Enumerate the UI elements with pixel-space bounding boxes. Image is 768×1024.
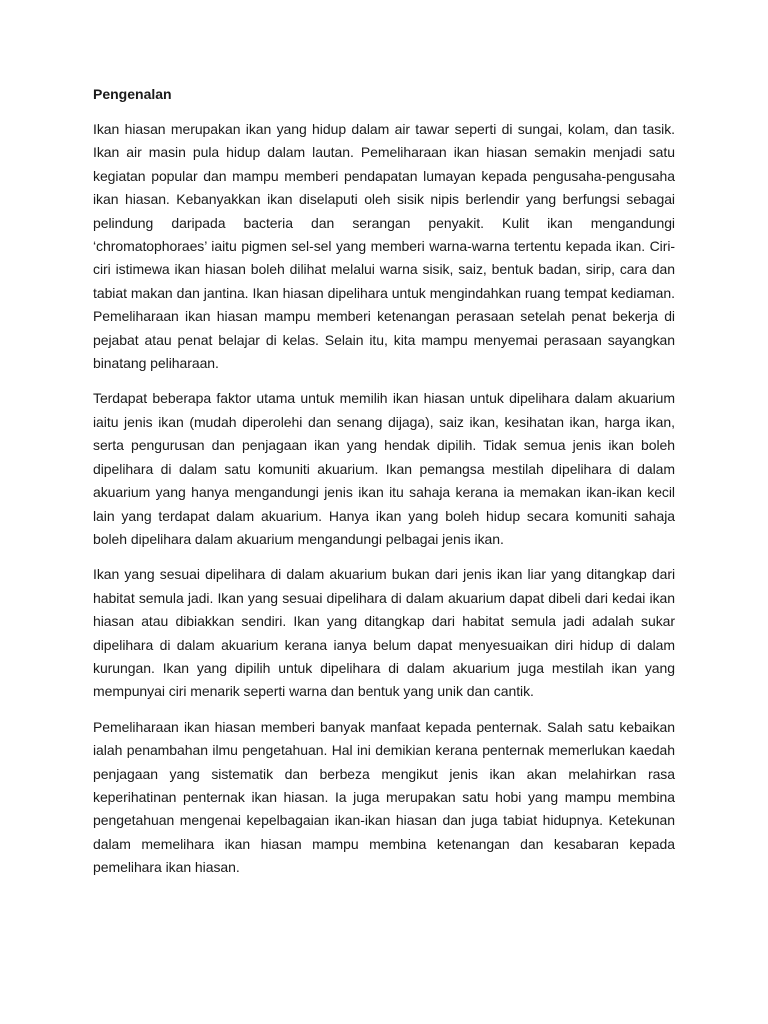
paragraph-2: Terdapat beberapa faktor utama untuk memilih ikan hiasan untuk dipelihara dalam akuarium iaitu jenis ikan (mudah diperolehi dan senang dijaga), saiz ikan, kesihatan ikan, harga ikan, serta pengurusan dan penjagaan ikan yang hendak dipilih. Tidak semua jenis ikan boleh dipelihara di dalam satu komuniti akuarium. Ikan pemangsa mestilah dipelihara di dalam akuarium yang hanya mengandungi jenis ikan itu sahaja kerana ia memakan ikan-ikan kecil lain yang terdapat dalam akuarium. Hanya ikan yang boleh hidup secara komuniti sahaja boleh dipelihara dalam akuarium mengandungi pelbagai jenis ikan. xyxy=(93,390,675,547)
paragraph-4: Pemeliharaan ikan hiasan memberi banyak manfaat kepada penternak. Salah satu kebaikan ialah penambahan ilmu pengetahuan. Hal ini demikian kerana penternak memerlukan kaedah penjagaan yang sistematik dan berbeza mengikut jenis ikan akan melahirkan rasa keperihatinan penternak ikan hiasan. Ia juga merupakan satu hobi yang mampu membina pengetahuan mengenai kepelbagaian ikan-ikan hiasan dan juga tabiat hidupnya. Ketekunan dalam memelihara ikan hiasan mampu membina ketenangan dan kesabaran kepada pemelihara ikan hiasan. xyxy=(93,718,675,876)
document-heading: Pengenalan xyxy=(93,86,172,102)
paragraph-1: Ikan hiasan merupakan ikan yang hidup dalam air tawar seperti di sungai, kolam, dan tasik. Ikan air masin pula hidup dalam lautan. Pemeliharaan ikan hiasan semakin menjadi satu kegiatan popular dan mampu memberi pendapatan lumayan kepada pengusaha-pengusaha ikan hiasan. Kebanyakkan ikan diselaputi oleh sisik nipis berlendir yang berfungsi sebagai pelindung daripada bacteria dan serangan penyakit. Kulit ikan mengandungi ‘chromatophoraes’ iaitu pigmen sel-sel yang memberi warna-warna tertentu kepada ikan. Ciri-ciri istimewa ikan hiasan boleh dilihat melalui warna sisik, saiz, bentuk badan, sirip, cara dan tabiat makan dan jantina. Ikan hiasan dipelihara untuk mengindahkan ruang tempat kediaman. Pemeliharaan ikan hiasan mampu memberi ketenangan perasaan setelah penat bekerja di pejabat atau penat belajar di kelas. Selain itu, kita mampu menyemai perasaan sayangkan binatang peliharaan. xyxy=(93,121,675,372)
document-page xyxy=(93,84,675,892)
paragraph-3: Ikan yang sesuai dipelihara di dalam akuarium bukan dari jenis ikan liar yang ditangkap dari habitat semula jadi. Ikan yang sesuai dipelihara di dalam akuarium dapat dibeli dari kedai ikan hiasan atau dibiakkan sendiri. Ikan yang ditangkap dari habitat semula jadi adalah sukar dipelihara di dalam akuarium kerana ianya belum dapat menyesuaikan diri hidup di dalam kurungan. Ikan yang dipilih untuk dipelihara di dalam akuarium juga mestilah ikan yang mempunyai ciri menarik seperti warna dan bentuk yang unik dan cantik. xyxy=(93,566,675,700)
